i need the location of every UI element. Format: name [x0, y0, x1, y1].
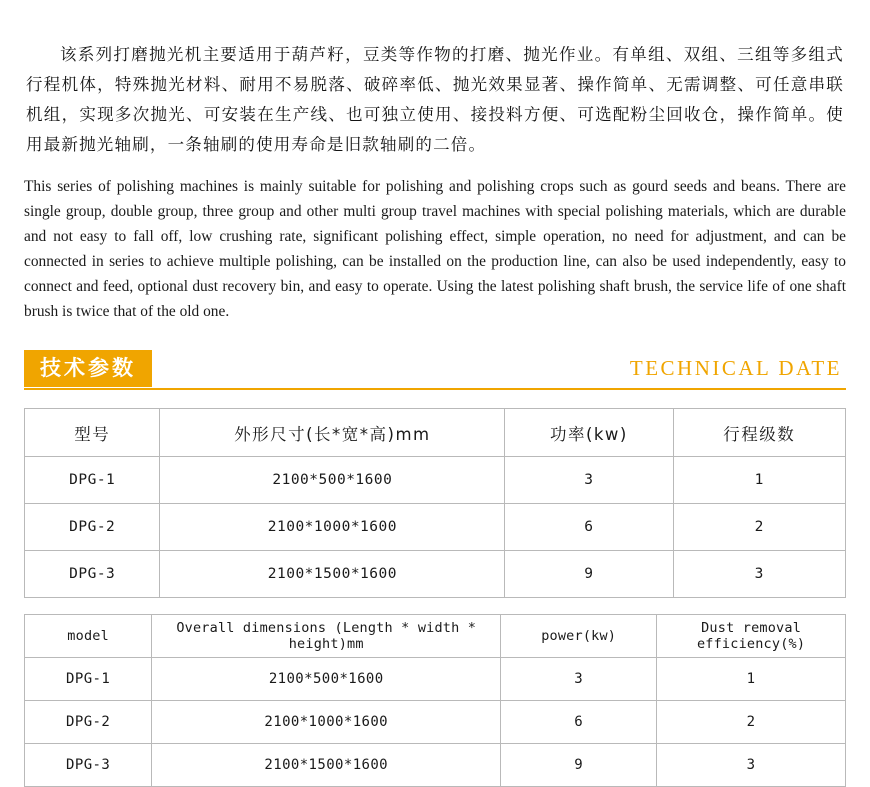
- spec-table-english: [24, 614, 846, 787]
- column-header-model: model: [25, 615, 152, 658]
- cell-power: 9: [501, 744, 657, 787]
- spec-table-chinese-wrapper: [24, 408, 846, 598]
- cell-model: DPG-2: [25, 504, 160, 551]
- cell-power: 3: [505, 457, 673, 504]
- column-header-dimensions: 外形尺寸(长*宽*高)mm: [160, 409, 505, 457]
- intro-paragraph-english: This series of polishing machines is mainly suitable for polishing and polishing crops such as gourd seeds and beans. There are single group, double group, three group and other multi group travel machines with special polishing materials, which are durable and not easy to fall off, low crushing rate, significant polishing effect, simple operation, no need for adjustment, and can be connected in series to achieve multiple polishing, can be installed on the production line, can also be used independently, easy to connect and feed, optional dust recovery bin, and easy to operate. Using the latest polishing shaft brush, the service life of one shaft brush is twice that of the old one.: [24, 178, 846, 320]
- cell-dust-removal: 1: [657, 658, 846, 701]
- cell-model: DPG-2: [25, 701, 152, 744]
- section-divider: [24, 388, 846, 390]
- cell-dimensions: 2100*500*1600: [152, 658, 501, 701]
- section-title-english: TECHNICAL DATE: [629, 356, 842, 380]
- column-header-model: 型号: [25, 409, 160, 457]
- table-row: [25, 744, 846, 787]
- column-header-dust-removal: Dust removal efficiency(%): [657, 615, 846, 658]
- table-row: [25, 658, 846, 701]
- cell-dimensions: 2100*1500*1600: [160, 551, 505, 598]
- cell-model: DPG-3: [25, 744, 152, 787]
- cell-power: 6: [501, 701, 657, 744]
- cell-dimensions: 2100*1000*1600: [160, 504, 505, 551]
- cell-stages: 3: [673, 551, 845, 598]
- intro-paragraph-chinese: 该系列打磨抛光机主要适用于葫芦籽，豆类等作物的打磨、抛光作业。有单组、双组、三组等多组式行程机体，特殊抛光材料、耐用不易脱落、破碎率低、抛光效果显著、操作简单、无需调整、可任意串联机组，实现多次抛光、可安装在生产线、也可独立使用、接投料方便、可选配粉尘回收仓，操作简单。使用最新抛光轴刷，一条轴刷的使用寿命是旧款轴刷的二倍。: [26, 45, 844, 154]
- spec-table-english-wrapper: [24, 614, 846, 787]
- cell-power: 6: [505, 504, 673, 551]
- cell-dimensions: 2100*1000*1600: [152, 701, 501, 744]
- cell-dimensions: 2100*1500*1600: [152, 744, 501, 787]
- table-header-row: [25, 615, 846, 658]
- cell-model: DPG-3: [25, 551, 160, 598]
- table-row: [25, 504, 846, 551]
- spec-table-chinese: [24, 408, 846, 598]
- column-header-stages: 行程级数: [673, 409, 845, 457]
- table-header-row: [25, 409, 846, 457]
- table-row: [25, 457, 846, 504]
- cell-stages: 2: [673, 504, 845, 551]
- cell-stages: 1: [673, 457, 845, 504]
- cell-model: DPG-1: [25, 457, 160, 504]
- cell-power: 9: [505, 551, 673, 598]
- column-header-dimensions: Overall dimensions (Length * width * height)mm: [152, 615, 501, 658]
- section-header: [24, 350, 846, 390]
- table-row: [25, 701, 846, 744]
- cell-dust-removal: 3: [657, 744, 846, 787]
- cell-dust-removal: 2: [657, 701, 846, 744]
- cell-model: DPG-1: [25, 658, 152, 701]
- table-row: [25, 551, 846, 598]
- column-header-power: power(kw): [501, 615, 657, 658]
- section-title-chinese: 技术参数: [24, 350, 152, 387]
- cell-power: 3: [501, 658, 657, 701]
- cell-dimensions: 2100*500*1600: [160, 457, 505, 504]
- column-header-power: 功率(kw): [505, 409, 673, 457]
